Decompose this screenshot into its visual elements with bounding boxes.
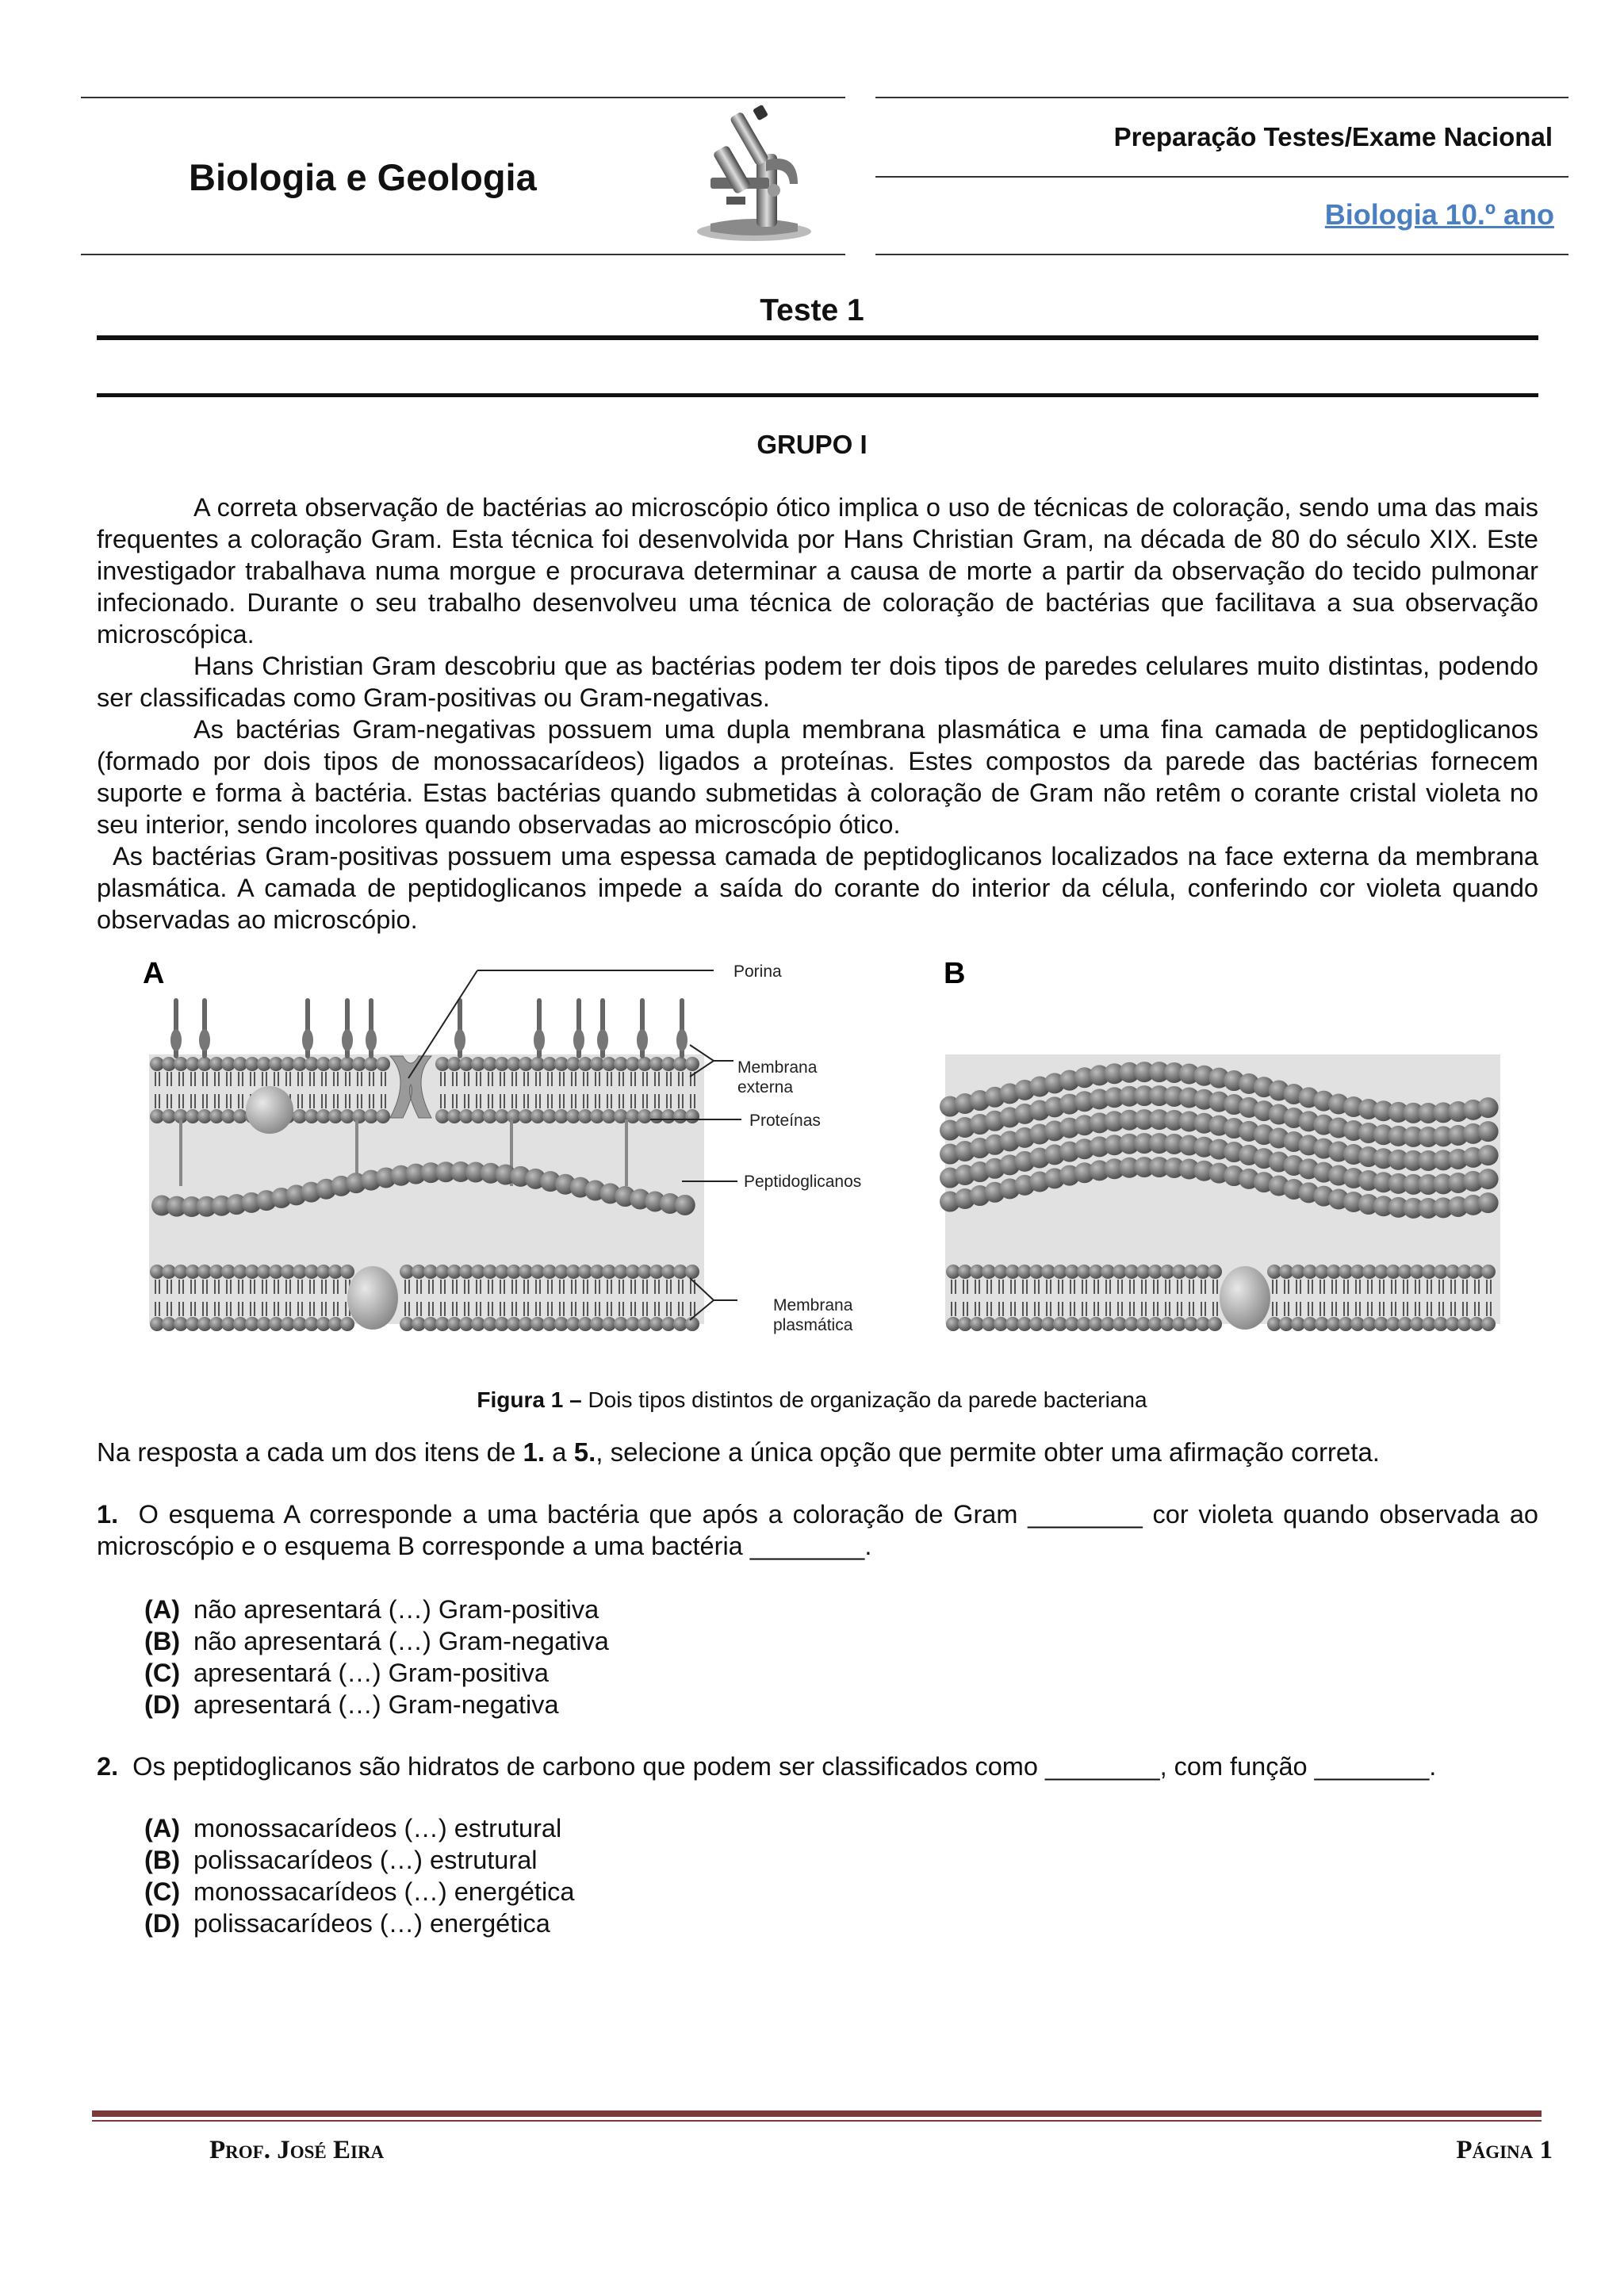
- intro-paragraph-1: A correta observação de bactérias ao microscópio ótico implica o uso de técnicas de coloração, sendo uma das mais frequentes a coloração Gram. Esta técnica foi desenvolvida por Hans Christian Gram, na década de 80 do século XIX. Este investigador trabalhava numa morgue e procurava determinar a causa de morte a partir da observação do tecido pulmonar infecionado. Durante o seu trabalho desenvolveu uma técnica de coloração de bactérias que facilitava a sua observação microscópica.: [97, 493, 1538, 649]
- lps-head-2: [302, 1029, 313, 1051]
- label-membrana-externa-2: externa: [737, 1078, 794, 1096]
- subject-title: Biologia e Geologia: [189, 156, 537, 198]
- figure-caption-label: Figura 1 –: [477, 1387, 582, 1412]
- question-2-number: 2.: [97, 1752, 119, 1781]
- label-membrana-externa-1: Membrana: [737, 1058, 818, 1077]
- lps-head-7: [573, 1029, 584, 1051]
- question-1: [97, 1498, 1538, 1562]
- outer-membrane-protein: [246, 1086, 293, 1134]
- header-rule-top-right: [875, 97, 1568, 98]
- lps-head-9: [637, 1029, 648, 1051]
- question-2: [97, 1751, 1538, 1782]
- figure-caption-text: Dois tipos distintos de organização da parede bacteriana: [588, 1387, 1147, 1412]
- question-2-stem: [97, 1751, 1538, 1782]
- title-rule-top: [97, 335, 1538, 340]
- instruction-b2: 5.: [573, 1437, 596, 1467]
- q1-option-b[interactable]: (B) não apresentará (…) Gram-negativa: [144, 1627, 609, 1655]
- intro-paragraph-4: As bactérias Gram-positivas possuem uma espessa camada de peptidoglicanos localizados na face externa da membrana plasmática. A camada de peptidoglicanos impede a saída do corante do interior da célula, conferindo cor violeta quando observadas ao microscópio.: [97, 842, 1538, 934]
- intro-paragraph-2: Hans Christian Gram descobriu que as bactérias podem ter dois tipos de paredes celulares muito distintas, podendo ser classificadas como Gram-positivas ou Gram-negativas.: [97, 652, 1538, 712]
- header-rule-bottom-right: [875, 254, 1568, 255]
- footer-rule-thick: [92, 2110, 1542, 2117]
- label-a: A: [143, 957, 165, 990]
- group-title: GRUPO I: [756, 430, 868, 459]
- q2-option-d[interactable]: (D) polissacarídeos (…) energética: [144, 1909, 550, 1938]
- instruction-post: , selecione a única opção que permite obter uma afirmação correta.: [596, 1437, 1380, 1467]
- footer-page: Página 1: [1456, 2136, 1553, 2164]
- label-b: B: [944, 957, 966, 990]
- question-1-text: O esquema A corresponde a uma bactéria que após a coloração de Gram ________ cor violeta quando observada ao microscópio e o esquema B corresponde a uma bactéria ________.: [97, 1500, 1538, 1560]
- question-2-text: Os peptidoglicanos são hidratos de carbono que podem ser classificados como ________, com função ________.: [132, 1752, 1437, 1781]
- lps-head-8: [597, 1029, 608, 1051]
- header-rule-mid-right: [875, 176, 1568, 178]
- label-membrana-plasmatica-1: Membrana: [773, 1296, 853, 1314]
- header-rule-top-left: [81, 97, 845, 98]
- label-peptidoglicanos: Peptidoglicanos: [744, 1173, 862, 1191]
- q1-option-c[interactable]: (C) apresentará (…) Gram-positiva: [144, 1659, 549, 1687]
- test-title: Teste 1: [760, 293, 864, 327]
- q2-option-b[interactable]: (B) polissacarídeos (…) estrutural: [144, 1846, 538, 1874]
- footer-rule-thin: [92, 2120, 1542, 2122]
- lps-head-3: [342, 1029, 353, 1051]
- footer-author: Prof. José Eira: [209, 2136, 385, 2164]
- figure-1: [135, 951, 1507, 1348]
- label-porina: Porina: [733, 962, 782, 981]
- instruction-pre: Na resposta a cada um dos itens de: [97, 1437, 523, 1467]
- header-rule-bottom-left: [81, 254, 845, 255]
- lps-head-0: [170, 1029, 182, 1051]
- label-proteinas: Proteínas: [749, 1112, 821, 1130]
- instruction-mid: a: [545, 1437, 574, 1467]
- lps-head-10: [676, 1029, 688, 1051]
- instruction: [97, 1437, 1380, 1468]
- q2-option-c[interactable]: (C) monossacarídeos (…) energética: [144, 1877, 575, 1906]
- question-1-stem: [97, 1498, 1538, 1562]
- title-rule-bottom: [97, 393, 1538, 397]
- question-1-number: 1.: [97, 1500, 119, 1529]
- q2-option-a[interactable]: (A) monossacarídeos (…) estrutural: [144, 1814, 562, 1843]
- plasma-membrane-protein-b: [1220, 1266, 1270, 1330]
- lps-head-5: [454, 1029, 465, 1051]
- question-2-options: [144, 1812, 575, 1939]
- figure-caption: [0, 1387, 1624, 1413]
- lps-head-6: [534, 1029, 545, 1051]
- q1-option-a[interactable]: (A) não apresentará (…) Gram-positiva: [144, 1595, 599, 1624]
- lps-head-1: [199, 1029, 210, 1051]
- instruction-b1: 1.: [523, 1437, 546, 1467]
- intro-text: [97, 492, 1538, 936]
- question-1-options: [144, 1594, 609, 1720]
- intro-paragraph-3: As bactérias Gram-negativas possuem uma dupla membrana plasmática e uma fina camada de peptidoglicanos (formado por dois tipos de monossacarídeos) ligados a proteínas. Estes compostos da parede das bactérias fornecem suporte e forma à bactéria. Estas bactérias quando submetidas à coloração de Gram não retêm o corante cristal violeta no seu interior, sendo incolores quando observadas ao microscópio ótico.: [97, 715, 1538, 839]
- prep-title: Preparação Testes/Exame Nacional: [1113, 122, 1553, 151]
- figure-1-diagram: [135, 951, 1507, 1348]
- plasma-membrane-protein-a: [347, 1266, 398, 1330]
- label-membrana-plasmatica-2: plasmática: [773, 1316, 853, 1334]
- microscope-icon: [679, 105, 822, 244]
- lps-head-4: [366, 1029, 377, 1051]
- year-link[interactable]: Biologia 10.º ano: [1324, 198, 1554, 231]
- q1-option-d[interactable]: (D) apresentará (…) Gram-negativa: [144, 1690, 559, 1719]
